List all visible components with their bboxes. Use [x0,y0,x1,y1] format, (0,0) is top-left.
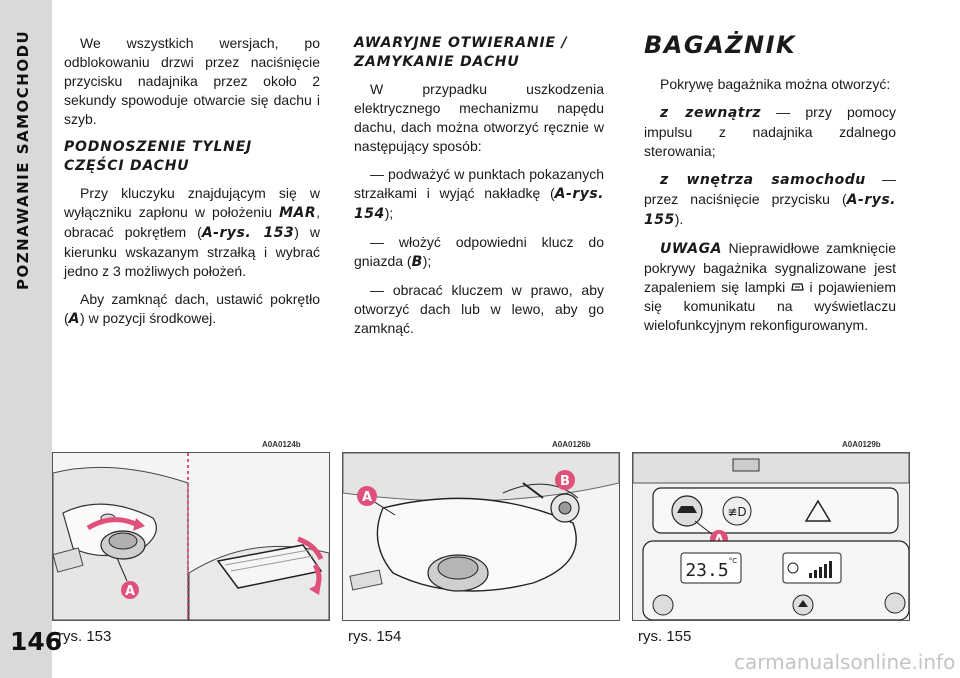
keyword-warning: UWAGA [660,241,722,257]
page-number: 146 [10,627,63,656]
text: ); [422,253,432,269]
paragraph-outside [644,103,896,161]
text: ). [674,211,684,227]
keyword-outside: z zewnątrz [660,105,762,121]
figure-155 [632,452,910,621]
figure-154 [342,452,620,621]
trunk-open-warning-icon [791,281,804,293]
column-2 [354,34,604,347]
paragraph-close-roof [64,290,320,329]
heading-emergency [354,34,604,72]
paragraph-step-3: — obracać kluczem w prawo, aby otworzyć dach lub w lewo, aby go zamknąć. [354,282,604,336]
figure-reference: B [411,254,423,270]
text: — podważyć w punktach pokazanych strzałkami i wyjąć nakładkę ( [354,166,604,201]
paragraph-emergency-intro: W przypadku uszkodzenia elektrycznego mechanizmu napędu dachu, dach można otworzyć ręcznie w następujący sposób: [354,81,604,154]
text: , obracać pokrętłem ( [64,204,320,240]
heading-roof-lift [64,138,320,176]
section-heading-trunk: BAGAŻNIK [644,31,797,59]
paragraph-step-1 [354,165,604,224]
figure-reference: A-rys. 155 [644,192,896,228]
watermark: carmanualsonline.info [734,650,956,674]
keyword-inside: z wnętrza samochodu [660,172,866,188]
figure-code: A0A0129b [842,440,881,449]
figure-reference: A [68,311,81,327]
figure-153 [52,452,330,621]
dashboard-illustration [633,453,909,620]
figure-caption: rys. 154 [348,628,402,645]
figure-caption: rys. 153 [58,628,112,645]
keyword-mar: MAR [279,205,317,221]
figure-reference: A-rys. 153 [201,225,295,241]
paragraph-trunk-intro: Pokrywę bagażnika można otworzyć: [660,76,891,92]
paragraph-warning [644,239,896,335]
column-1 [64,34,320,338]
temperature-unit: °C [728,557,738,565]
paragraph-step-2 [354,233,604,272]
figure-code: A0A0124b [262,440,301,449]
section-title: POZNAWANIE SAMOCHODU [14,30,32,291]
paragraph-intro: We wszystkich wersjach, po odblokowaniu drzwi przez naciśnięcie przycisku nadajnika przez około 2 sekundy spowoduje otwarcie się dachu i szyb. [64,35,320,127]
text: ); [384,205,394,221]
heading-line: AWARYJNE OTWIERANIE / [354,35,568,51]
roof-control-illustration [53,453,329,620]
figure-reference: A-rys. 154 [354,186,604,222]
text: ) w kierunku wskazanym strzałką i wybrać jedno z 3 możliwych położeń. [64,224,320,279]
sidebar [0,0,52,678]
text: Nieprawidłowe zamknięcie pokrywy bagażnika sygnalizowane jest zapaleniem się lampki [644,240,896,295]
fan-display [783,553,841,583]
figure-caption: rys. 155 [638,628,692,645]
heading-line: CZĘŚCI DACHU [64,158,190,174]
text: — włożyć odpowiedni klucz do gniazda ( [354,234,604,269]
paragraph-inside [644,170,896,230]
column-3 [644,31,897,344]
svg-text:≢D: ≢D [727,505,747,519]
figure-code: A0A0126b [552,440,591,449]
heading-line: PODNOSZENIE TYLNEJ [64,139,253,155]
text: — przy pomocy impulsu z nadajnika zdalnego sterowania; [644,104,897,159]
text: Aby zamknąć dach, ustawić pokrętło ( [64,291,320,326]
text: ) w pozycji środkowej. [80,310,217,326]
text: Przy kluczyku znajdującym się w wyłączniku zapłonu w położeniu [64,185,320,220]
paragraph-roof-lift [64,184,320,281]
text: i pojawieniem się komunikatu na wyświetlaczu wielofunkcyjnym rekonfigurowanym. [644,279,897,333]
emergency-roof-illustration [343,453,619,620]
heading-line: ZAMYKANIE DACHU [354,54,520,70]
label-b: B [560,474,570,489]
temperature-readout: 23.5 [685,560,729,581]
label-a: A [124,584,136,599]
text: — przez naciśnięcie przycisku ( [644,171,896,207]
label-a: A [361,490,373,505]
